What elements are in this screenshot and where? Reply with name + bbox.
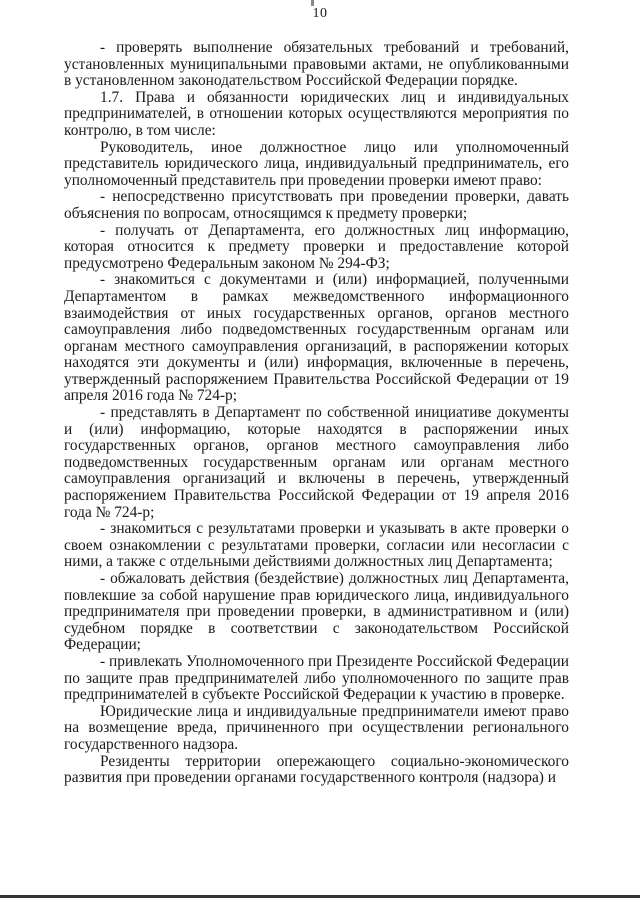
paragraph-right-submit-documents: - представлять в Департамент по собственной инициативе документы и (или) информацию, которые находятся в распоряжении иных государственных органов, органов местного самоуправления либо подведомственных государственным органам или органам местного самоуправления организаций и включены в перечень, утвержденный распоряжением Правительства Российской Федерации от 19 апреля 2016 года № 724-р; [64, 404, 569, 521]
paragraph-right-ombudsman: - привлекать Уполномоченного при Президенте Российской Федерации по защите прав предпринимателей либо уполномоченного по защите прав предпринимателей в субъекте Российской Федерации к участию в проверке. [64, 652, 569, 704]
document-body [64, 40, 569, 787]
paragraph-1-7-rights-heading: 1.7. Права и обязанности юридических лиц и индивидуальных предпринимателей, в отношении которых осуществляются мероприятия по контролю, в том числе: [64, 88, 569, 139]
paragraph-residents: Резиденты территории опережающего социально-экономического развития при проведении органами государственного контроля (надзора) и [64, 752, 569, 787]
paragraph-right-appeal: - обжаловать действия (бездействие) должностных лиц Департамента, повлекшие за собой нарушение прав юридического лица, индивидуального предпринимателя при проведении проверки, в административном и (или) судебном порядке в соответствии с законодательством Российской Федерации; [64, 570, 569, 654]
paragraph-right-receive-info: - получать от Департамента, его должностных лиц информацию, которая относится к предмету проверки и предоставление которой предусмотрено Федеральным законом № 294-ФЗ; [64, 221, 569, 272]
scan-bottom-edge [0, 895, 640, 898]
page-number: 10 [0, 6, 640, 22]
paragraph-representative-rights: Руководитель, иное должностное лицо или уполномоченный представитель юридического лица, индивидуальный предприниматель, его уполномоченный представитель при проведении проверки имеют право: [64, 138, 569, 189]
paragraph-right-review-documents: - знакомиться с документами и (или) информацией, полученными Департаментом в рамках межведомственного информационного взаимодействия от иных государственных органов, органов местного самоуправления либо подведомственных государственным органам или органам местного самоуправления организаций, в распоряжении которых находятся эти документы и (или) информация, включенные в перечень, утвержденный распоряжением Правительства Российской Федерации от 19 апреля 2016 года № 724-р; [64, 271, 569, 405]
paragraph-right-review-results: - знакомиться с результатами проверки и указывать в акте проверки о своем ознакомлении с результатами проверки, согласии или несогласии с ними, а также с отдельными действиями должностных лиц Департамента; [64, 520, 569, 571]
paragraph-right-attend: - непосредственно присутствовать при проведении проверки, давать объяснения по вопросам, относящимся к предмету проверки; [64, 188, 569, 222]
paragraph-compensation: Юридические лица и индивидуальные предприниматели имеют право на возмещение вреда, причиненного при осуществлении регионального государственного надзора. [64, 702, 569, 753]
paragraph-check-requirements: - проверять выполнение обязательных требований и требований, установленных муниципальными правовыми актами, не опубликованными в установленном законодательством Российской Федерации порядке. [64, 39, 569, 90]
